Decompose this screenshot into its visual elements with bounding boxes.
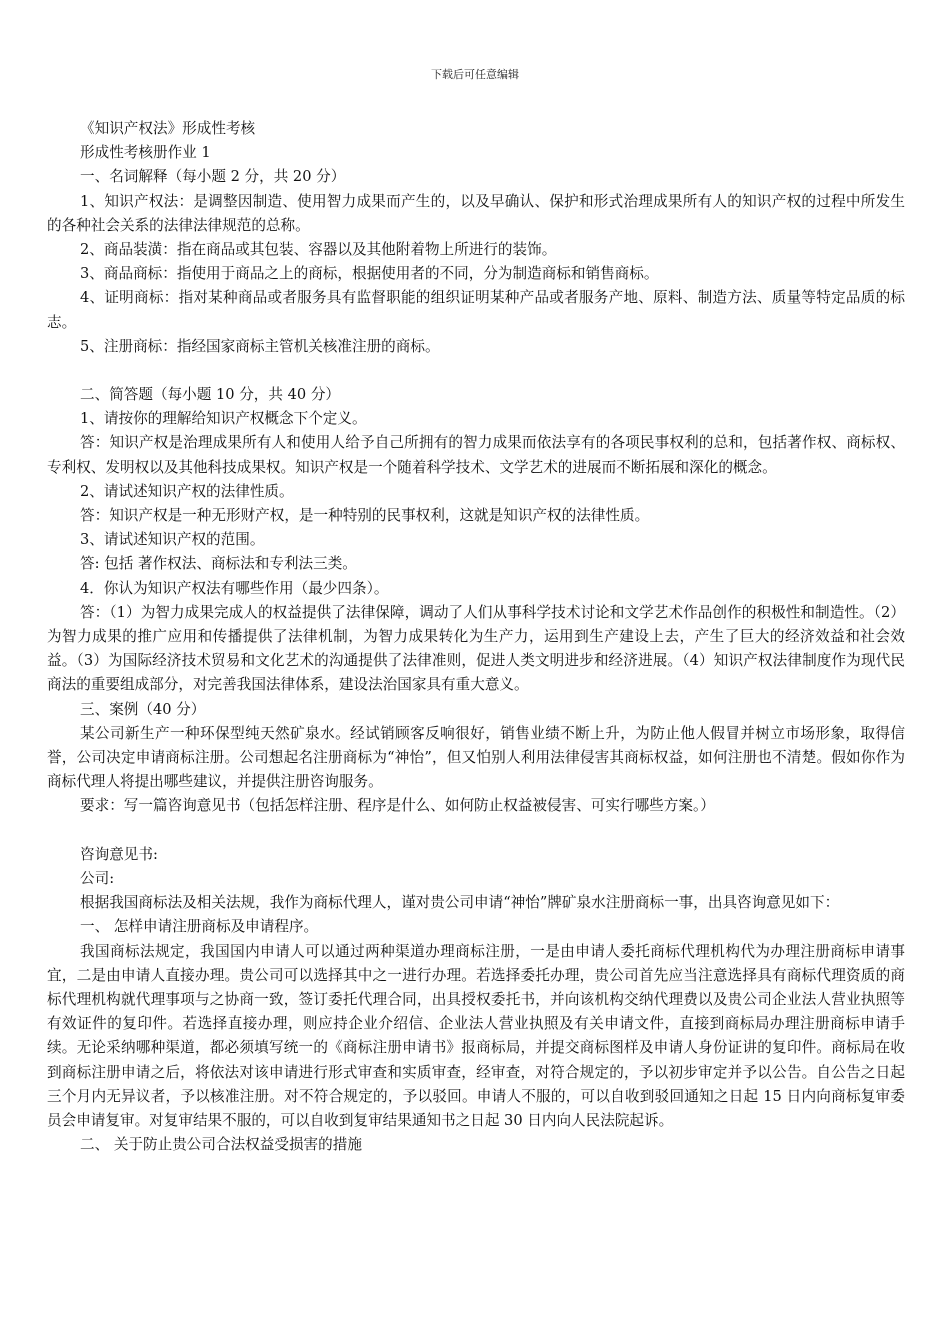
- blank-line: [47, 819, 905, 843]
- letter-title: 咨询意见书:: [80, 845, 158, 863]
- document-subtitle: 形成性考核册作业 1: [80, 144, 211, 162]
- document-body: [47, 117, 905, 1157]
- question: 3、请试述知识产权的范围。: [80, 531, 265, 549]
- page-header-note: 下载后可任意编辑: [431, 68, 519, 81]
- question: 2、请试述知识产权的法律性质。: [80, 482, 294, 500]
- letter-intro: 根据我国商标法及相关法规，我作为商标代理人，谨对贵公司申请“神怡”牌矿泉水注册商标一事，出具咨询意见如下：: [80, 894, 840, 912]
- letter-heading-2: 二、 关于防止贵公司合法权益受损害的措施: [80, 1136, 362, 1154]
- answer: 答: 包括 著作权法、商标法和专利法三类。: [80, 555, 357, 573]
- answer: 答：（1）为智力成果完成人的权益提供了法律保障，调动了人们从事科学技术讨论和文学艺术作品创作的积极性和制造性。（2）为智力成果的推广应用和传播提供了法律机制，为智力成果转化为生产力，运用到生产建设上去，产生了巨大的经济效益和社会效益。（3）为国际经济技术贸易和文化艺术的沟通提供了法律准则，促进人类文明进步和经济进展。（4）知识产权法律制度作为现代民商法的重要组成部分，对完善我国法律体系，建设法治国家具有重大意义。: [47, 603, 905, 694]
- term-definition: 4、证明商标：指对某种商品或者服务具有监督职能的组织证明某种产品或者服务产地、原料、制造方法、质量等特定品质的标志。: [47, 289, 905, 331]
- term-definition: 2、商品装潢：指在商品或其包装、容器以及其他附着物上所进行的装饰。: [80, 241, 557, 259]
- section-3-heading: 三、案例（40 分）: [80, 700, 206, 718]
- question: 4．你认为知识产权法有哪些作用（最少四条）。: [80, 579, 389, 597]
- letter-heading-1: 一、 怎样申请注册商标及申请程序。: [80, 918, 319, 936]
- section-1-heading: 一、名词解释（每小题 2 分，共 20 分）: [80, 168, 346, 186]
- answer: 答：知识产权是一种无形财产权，是一种特别的民事权利，这就是知识产权的法律性质。: [80, 507, 650, 525]
- case-description: 某公司新生产一种环保型纯天然矿泉水。经试销顾客反响很好，销售业绩不断上升，为防止他人假冒并树立市场形象，取得信誉，公司决定申请商标注册。公司想起名注册商标为“神怡”，但又怕别人利用法律侵害其商标权益，如何注册也不清楚。假如你作为商标代理人将提出哪些建议，并提供注册咨询服务。: [47, 724, 905, 791]
- answer: 答：知识产权是治理成果所有人和使用人给予自己所拥有的智力成果而依法享有的各项民事权利的总和，包括著作权、商标权、专利权、发明权以及其他科技成果权。知识产权是一个随着科学技术、文学艺术的进展而不断拓展和深化的概念。: [47, 434, 905, 476]
- term-definition: 5、注册商标：指经国家商标主管机关核准注册的商标。: [80, 337, 440, 355]
- term-definition: 1、知识产权法：是调整因制造、使用智力成果而产生的，以及早确认、保护和形式治理成果所有人的知识产权的过程中所发生的各种社会关系的法律法律规范的总称。: [47, 192, 905, 234]
- question: 1、请按你的理解给知识产权概念下个定义。: [80, 410, 367, 428]
- section-2-heading: 二、简答题（每小题 10 分，共 40 分）: [80, 386, 341, 404]
- letter-paragraph: 我国商标法规定，我国国内申请人可以通过两种渠道办理商标注册，一是由申请人委托商标代理机构代为办理注册商标申请事宜，二是由申请人直接办理。贵公司可以选择其中之一进行办理。若选择委托办理，贵公司首先应当注意选择具有商标代理资质的商标代理机构就代理事项与之协商一致，签订委托代理合同，出具授权委托书，并向该机构交纳代理费以及贵公司企业法人营业执照等有效证件的复印件。若选择直接办理，则应持企业介绍信、企业法人营业执照及有关申请文件，直接到商标局办理注册商标申请手续。无论采纳哪种渠道，都必须填写统一的《商标注册申请书》报商标局，并提交商标图样及申请人身份证讲的复印件。商标局在收到商标注册申请之后，将依法对该申请进行形式审查和实质审查，经审查，对符合规定的，予以初步审定并予以公告。自公告之日起三个月内无异议者，予以核准注册。对不符合规定的，予以驳回。申请人不服的，可以自收到驳回通知之日起 15 日内向商标复审委员会申请复审。对复审结果不服的，可以自收到复审结果通知书之日起 30 日内向人民法院起诉。: [47, 942, 905, 1129]
- term-definition: 3、商品商标：指使用于商品之上的商标，根据使用者的不同，分为制造商标和销售商标。: [80, 265, 659, 283]
- blank-line: [47, 359, 905, 383]
- document-title: 《知识产权法》形成性考核: [80, 120, 256, 137]
- case-requirement: 要求：写一篇咨询意见书（包括怎样注册、程序是什么、如何防止权益被侵害、可实行哪些方案。）: [80, 797, 715, 815]
- letter-recipient: 公司:: [80, 869, 115, 887]
